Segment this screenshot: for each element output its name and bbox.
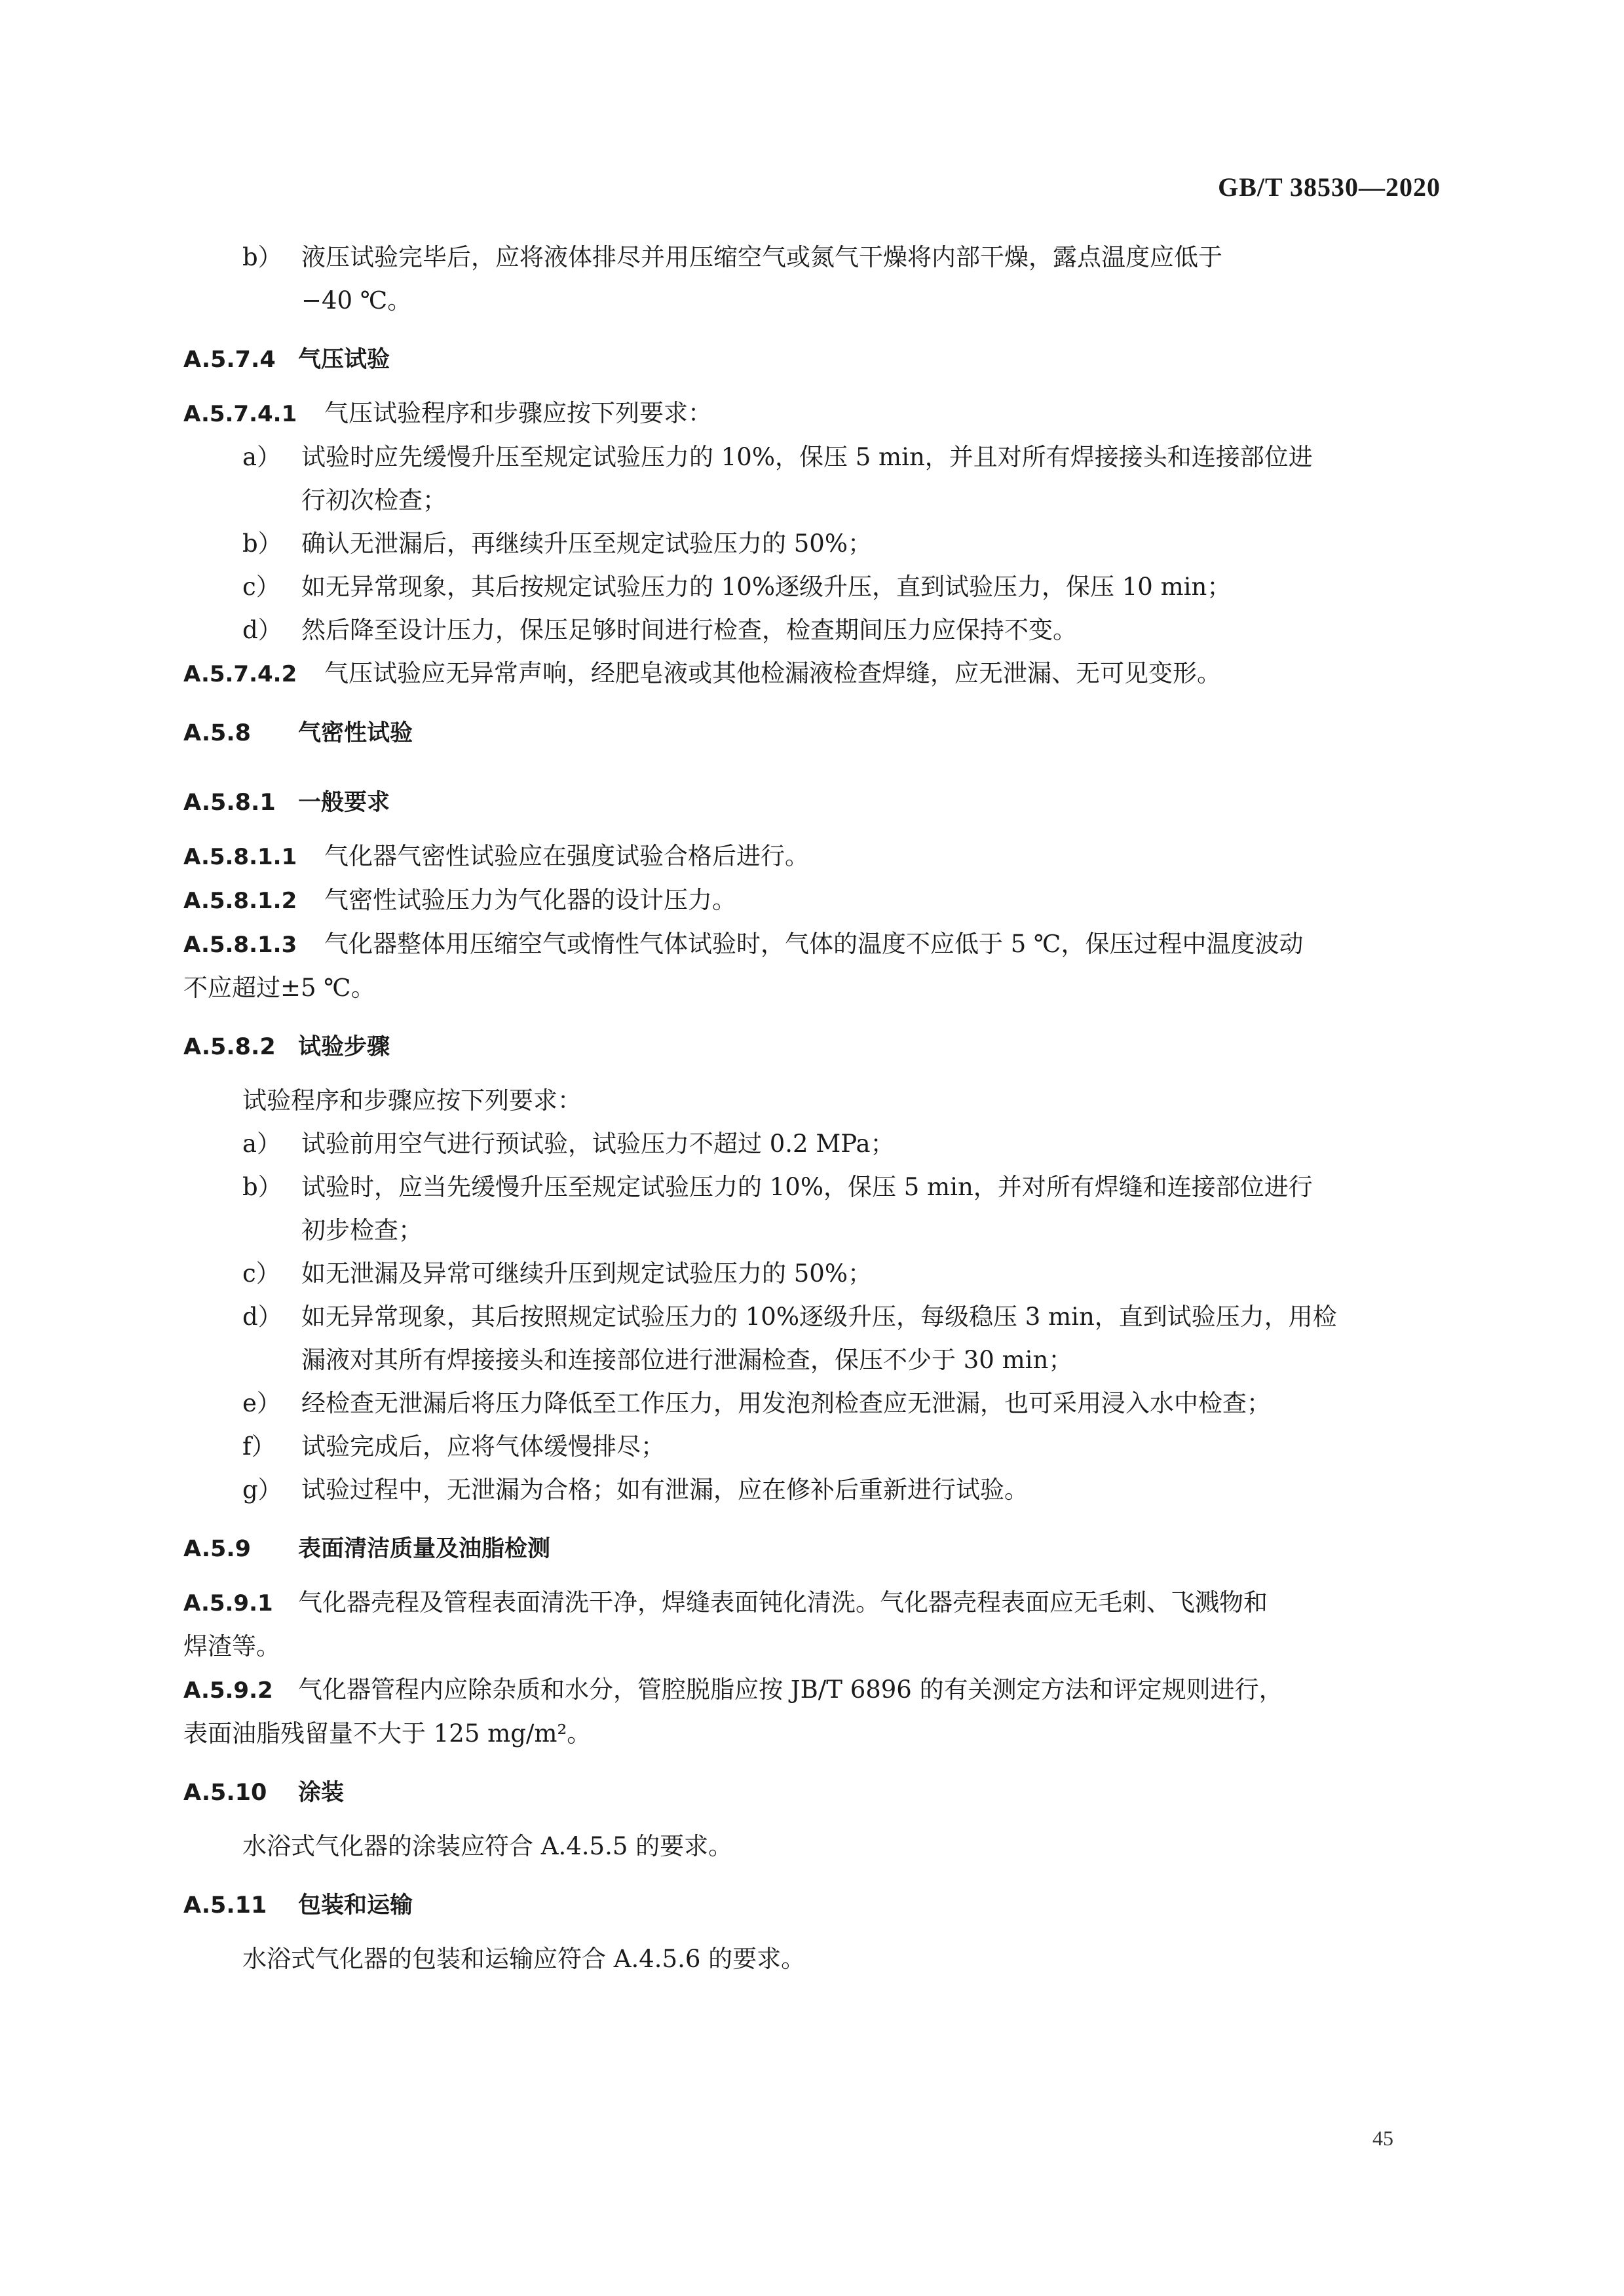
list-item-text: 试验完成后，应将气体缓慢排尽； <box>301 1432 665 1461</box>
list-item <box>183 1468 1445 1512</box>
section-number: A.5.8.1 <box>183 790 276 816</box>
section-heading <box>183 1884 1445 1927</box>
clause-text: 气压试验应无异常声响，经肥皂液或其他检漏液检查焊缝，应无泄漏、无可见变形。 <box>324 659 1221 687</box>
list-item-text: 如无异常现象，其后按照规定试验压力的 10%逐级升压，每级稳压 3 min，直到试验压力，用检 <box>301 1303 1337 1331</box>
list-item <box>183 1295 1445 1339</box>
paragraph: 水浴式气化器的包装和运输应符合 A.4.5.6 的要求。 <box>242 1945 806 1973</box>
list-item <box>183 565 1445 609</box>
list-item <box>183 1382 1445 1425</box>
document-body <box>183 236 1445 1981</box>
page-number: 45 <box>1372 2126 1393 2150</box>
spacer <box>183 1927 1445 1938</box>
section-heading <box>183 338 1445 381</box>
section-number: A.5.8.2 <box>183 1034 276 1060</box>
section-heading <box>183 1527 1445 1571</box>
spacer <box>183 322 1445 338</box>
section-number: A.5.9 <box>183 1536 252 1562</box>
clause-text-continued: 不应超过±5 ℃。 <box>183 974 375 1002</box>
clause-number: A.5.9.2 <box>183 1677 273 1704</box>
list-item <box>183 1252 1445 1295</box>
list-marker: f） <box>242 1432 276 1461</box>
list-marker: g） <box>242 1476 282 1504</box>
spacer <box>183 765 1445 781</box>
list-marker: b） <box>242 243 282 271</box>
list-marker: a） <box>242 1130 282 1158</box>
list-marker: b） <box>242 1173 282 1201</box>
clause-text-continued: 表面油脂残留量不大于 125 mg/m²。 <box>183 1719 592 1748</box>
clause-text: 气密性试验压力为气化器的设计压力。 <box>324 886 736 914</box>
section-heading <box>183 1025 1445 1069</box>
list-item <box>183 522 1445 565</box>
clause <box>183 1581 1445 1625</box>
spacer <box>183 1755 1445 1771</box>
spacer <box>183 755 1445 765</box>
section-title: 气密性试验 <box>298 720 413 746</box>
list-marker: c） <box>242 573 280 601</box>
clause <box>183 1668 1445 1712</box>
clause-text: 气化器壳程及管程表面清洗干净，焊缝表面钝化清洗。气化器壳程表面应无毛刺、飞溅物和 <box>298 1588 1268 1617</box>
list-item-text: 经检查无泄漏后将压力降低至工作压力，用发泡剂检查应无泄漏，也可采用浸入水中检查； <box>301 1389 1271 1417</box>
list-item <box>183 1166 1445 1209</box>
list-marker: d） <box>242 616 282 644</box>
section-title: 涂装 <box>298 1780 345 1806</box>
clause <box>183 923 1445 966</box>
list-item-text: 然后降至设计压力，保压足够时间进行检查，检查期间压力应保持不变。 <box>301 616 1077 644</box>
list-item <box>183 1122 1445 1166</box>
list-item-text: 如无泄漏及异常可继续升压到规定试验压力的 50%； <box>301 1259 872 1288</box>
list-marker: a） <box>242 443 282 471</box>
clause <box>183 879 1445 923</box>
section-title: 试验步骤 <box>298 1034 390 1060</box>
clause <box>183 392 1445 436</box>
spacer <box>183 1814 1445 1825</box>
list-item-text-continued: −40 ℃。 <box>301 286 412 315</box>
clause-text: 气化器整体用压缩空气或惰性气体试验时，气体的温度不应低于 5 ℃，保压过程中温度波动 <box>324 930 1304 958</box>
clause-text-continued: 焊渣等。 <box>183 1632 280 1660</box>
section-number: A.5.8 <box>183 720 252 746</box>
list-marker: c） <box>242 1259 280 1288</box>
clause-number: A.5.9.1 <box>183 1590 273 1617</box>
spacer <box>183 824 1445 835</box>
clause-number: A.5.7.4.2 <box>183 661 297 687</box>
list-item-text: 液压试验完毕后，应将液体排尽并用压缩空气或氮气干燥将内部干燥，露点温度应低于 <box>301 243 1222 271</box>
section-title: 一般要求 <box>298 790 390 816</box>
list-item-text: 确认无泄漏后，再继续升压至规定试验压力的 50%； <box>301 529 872 558</box>
section-heading <box>183 781 1445 824</box>
document-number: GB/T 38530—2020 <box>1218 172 1441 202</box>
clause-text: 气化器气密性试验应在强度试验合格后进行。 <box>324 842 809 870</box>
spacer <box>183 381 1445 392</box>
clause-number: A.5.7.4.1 <box>183 401 297 427</box>
list-item-text-continued: 行初次检查； <box>301 486 447 514</box>
list-item-text: 试验时，应当先缓慢升压至规定试验压力的 10%，保压 5 min，并对所有焊缝和连接部位进行 <box>301 1173 1313 1201</box>
section-heading <box>183 1771 1445 1814</box>
section-title: 包装和运输 <box>298 1892 413 1919</box>
section-number: A.5.11 <box>183 1892 267 1919</box>
list-item-text-continued: 漏液对其所有焊接接头和连接部位进行泄漏检查，保压不少于 30 min； <box>301 1346 1073 1374</box>
list-item-text: 试验过程中，无泄漏为合格；如有泄漏，应在修补后重新进行试验。 <box>301 1476 1029 1504</box>
clause <box>183 835 1445 879</box>
section-number: A.5.7.4 <box>183 347 276 373</box>
clause <box>183 652 1445 696</box>
list-item-text-continued: 初步检查； <box>301 1216 423 1244</box>
spacer <box>183 1010 1445 1025</box>
spacer <box>183 696 1445 712</box>
clause-text: 气化器管程内应除杂质和水分，管腔脱脂应按 JB/T 6896 的有关测定方法和评定规则进行， <box>298 1675 1283 1704</box>
list-item <box>183 236 1445 279</box>
list-item <box>183 1425 1445 1468</box>
list-item <box>183 436 1445 479</box>
section-number: A.5.10 <box>183 1780 267 1806</box>
clause-number: A.5.8.1.2 <box>183 888 297 914</box>
list-marker: e） <box>242 1389 281 1417</box>
spacer <box>183 1512 1445 1527</box>
list-item-text: 试验时应先缓慢升压至规定试验压力的 10%，保压 5 min，并且对所有焊接接头和连接部位进 <box>301 443 1313 471</box>
section-heading <box>183 712 1445 755</box>
paragraph: 试验程序和步骤应按下列要求： <box>242 1086 582 1115</box>
list-marker: d） <box>242 1303 282 1331</box>
list-marker: b） <box>242 529 282 558</box>
spacer <box>183 1069 1445 1079</box>
list-item <box>183 609 1445 652</box>
spacer <box>183 1571 1445 1581</box>
spacer <box>183 1868 1445 1884</box>
paragraph: 水浴式气化器的涂装应符合 A.4.5.5 的要求。 <box>242 1832 733 1860</box>
list-item-text: 如无异常现象，其后按规定试验压力的 10%逐级升压，直到试验压力，保压 10 min； <box>301 573 1232 601</box>
clause-number: A.5.8.1.1 <box>183 844 297 870</box>
list-item-text: 试验前用空气进行预试验，试验压力不超过 0.2 MPa； <box>301 1130 895 1158</box>
clause-text: 气压试验程序和步骤应按下列要求： <box>324 399 712 427</box>
section-title: 表面清洁质量及油脂检测 <box>298 1536 551 1562</box>
section-title: 气压试验 <box>298 347 390 373</box>
clause-number: A.5.8.1.3 <box>183 932 297 958</box>
